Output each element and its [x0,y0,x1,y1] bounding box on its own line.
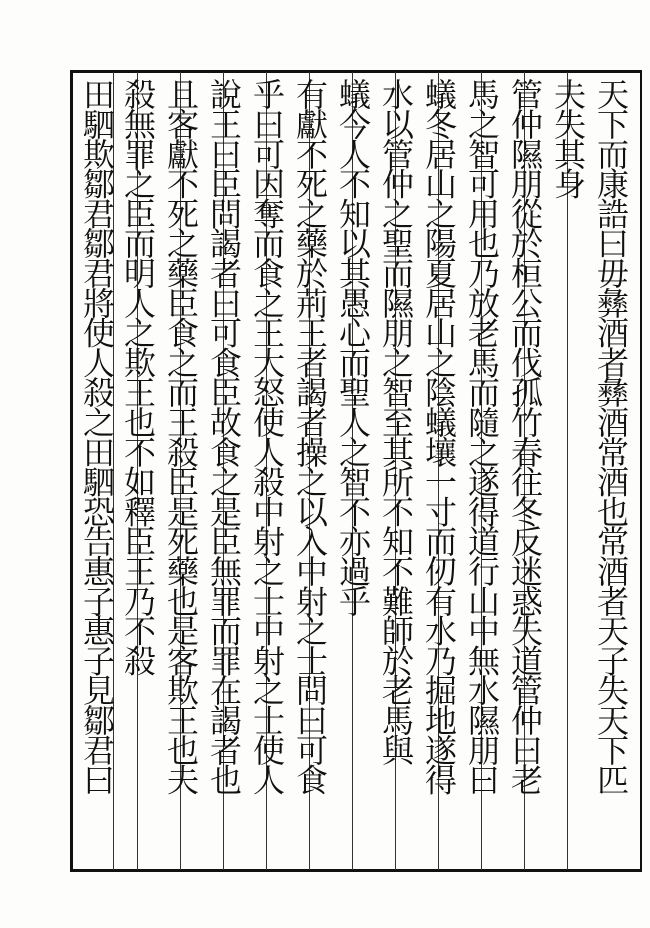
text-column-5: 蟻冬居山之陽夏居山之陰蟻壤一寸而仞有水乃掘地遂得 [420,78,458,794]
text-column-1: 天下而康誥曰毋彝酒者彝酒常酒也常酒者天子失天下匹 [592,78,630,794]
text-column-3: 管仲隰朋從於桓公而伐孤竹春往冬反迷惑失道管仲曰老 [506,78,544,794]
text-column-4: 馬之智可用也乃放老馬而隨之遂得道行山中無水隰朋曰 [463,78,501,794]
text-column-13: 田駟欺鄒君鄒君將使人殺之田駟恐告惠子惠子見鄒君曰 [78,78,116,794]
text-column-11: 且客獻不死之藥臣食之而王殺臣是死藥也是客欺王也夫 [162,78,200,794]
text-column-10: 說王曰臣問謁者曰可食臣故食之是臣無罪而罪在謁者也 [205,78,243,794]
text-column-6: 水以管仲之聖而隰朋之智至其所不知不難師於老馬與 [377,78,415,764]
text-column-2: 夫失其身 [549,78,587,198]
text-column-9: 乎曰可因奪而食之王大怒使人殺中射之士中射之士使人 [248,78,286,794]
text-column-8: 有獻不死之藥於荊王者謁者操之以入中射之士問曰可食 [291,78,329,794]
text-column-7: 蟻今人不知以其愚心而聖人之智不亦過乎 [334,78,372,615]
text-column-12: 殺無罪之臣而明人之欺王也不如釋臣王乃不殺 [119,78,157,675]
